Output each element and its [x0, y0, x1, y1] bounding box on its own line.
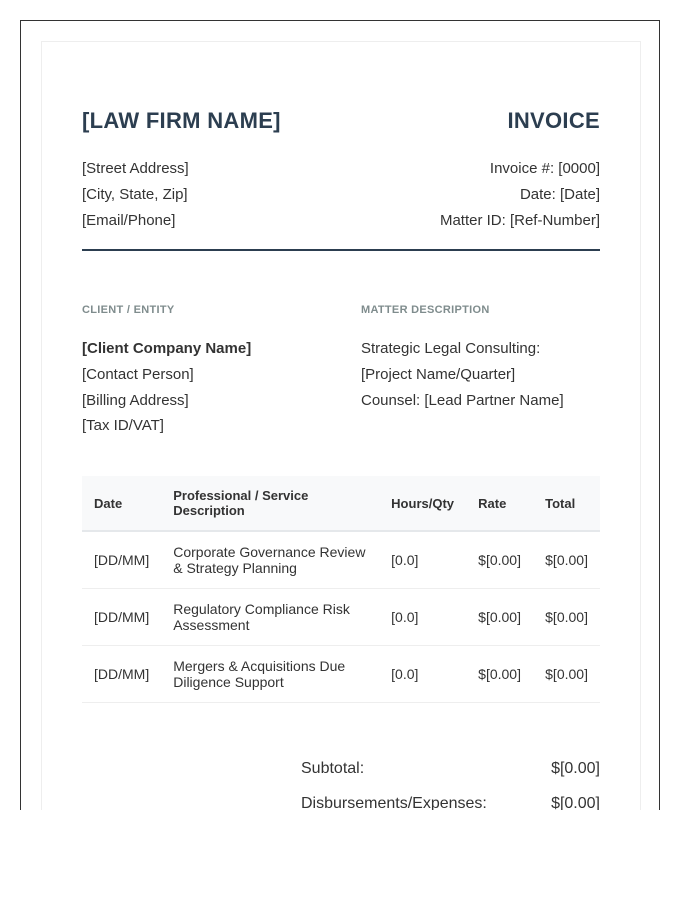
- firm-street: [Street Address]: [82, 160, 189, 177]
- table-row: [82, 589, 600, 646]
- row-rate: $[0.00]: [466, 646, 533, 703]
- document-frame: [20, 20, 660, 810]
- row-total: $[0.00]: [533, 531, 600, 589]
- header-total: Total: [533, 476, 600, 531]
- row-date: [DD/MM]: [82, 646, 161, 703]
- table-header-row: [82, 476, 600, 531]
- row-date: [DD/MM]: [82, 589, 161, 646]
- matter-section-label: MATTER DESCRIPTION: [361, 304, 490, 316]
- invoice-page: [41, 41, 641, 810]
- matter-line-3: Counsel: [Lead Partner Name]: [361, 392, 564, 409]
- row-rate: $[0.00]: [466, 531, 533, 589]
- header-hours: Hours/Qty: [379, 476, 466, 531]
- client-contact: [Contact Person]: [82, 366, 194, 383]
- header-divider: [82, 249, 600, 251]
- row-hours: [0.0]: [379, 589, 466, 646]
- row-rate: $[0.00]: [466, 589, 533, 646]
- row-total: $[0.00]: [533, 589, 600, 646]
- client-tax-id: [Tax ID/VAT]: [82, 417, 164, 434]
- client-company: [Client Company Name]: [82, 340, 252, 357]
- matter-line-1: Strategic Legal Consulting:: [361, 340, 541, 357]
- subtotal-value: $[0.00]: [551, 760, 600, 777]
- firm-name: [LAW FIRM NAME]: [82, 108, 281, 133]
- invoice-date: Date: [Date]: [519, 186, 600, 203]
- row-description: Mergers & Acquisitions Due Diligence Support: [161, 646, 379, 703]
- row-description: Regulatory Compliance Risk Assessment: [161, 589, 379, 646]
- client-address: [Billing Address]: [82, 392, 189, 409]
- table-row: [82, 531, 600, 589]
- header-rate: Rate: [466, 476, 533, 531]
- invoice-number: Invoice #: [0000]: [489, 160, 600, 177]
- row-hours: [0.0]: [379, 531, 466, 589]
- row-hours: [0.0]: [379, 646, 466, 703]
- invoice-title: INVOICE: [507, 108, 600, 133]
- disbursements-value: $[0.00]: [551, 795, 600, 810]
- header-description: Professional / Service Description: [161, 476, 379, 531]
- matter-line-2: [Project Name/Quarter]: [361, 366, 516, 383]
- table-row: [82, 646, 600, 703]
- firm-contact: [Email/Phone]: [82, 212, 176, 229]
- firm-city: [City, State, Zip]: [82, 186, 188, 203]
- row-date: [DD/MM]: [82, 531, 161, 589]
- row-total: $[0.00]: [533, 646, 600, 703]
- subtotal-label: Subtotal:: [301, 760, 365, 777]
- line-items-table: [82, 476, 600, 703]
- disbursements-label: Disbursements/Expenses:: [301, 795, 487, 810]
- matter-id: Matter ID: [Ref-Number]: [439, 212, 600, 229]
- client-section-label: CLIENT / ENTITY: [82, 304, 175, 316]
- header-date: Date: [82, 476, 161, 531]
- row-description: Corporate Governance Review & Strategy Planning: [161, 531, 379, 589]
